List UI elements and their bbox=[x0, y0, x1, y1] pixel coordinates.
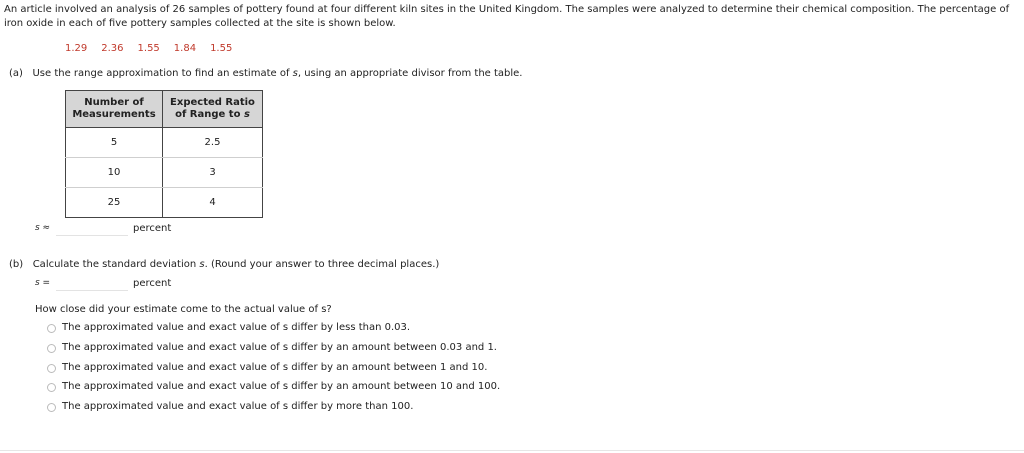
table-header-ratio: Expected Ratio of Range to s bbox=[163, 91, 263, 128]
option-radio[interactable] bbox=[47, 344, 56, 353]
table-cell-ratio: 3 bbox=[163, 158, 263, 188]
comparison-question: How close did your estimate come to the actual value of s? bbox=[35, 304, 332, 315]
data-values bbox=[65, 43, 246, 54]
table-cell-ratio: 2.5 bbox=[163, 128, 263, 158]
part-a-text-before: Use the range approximation to find an estimate of bbox=[32, 68, 293, 79]
table-cell-n: 5 bbox=[66, 128, 163, 158]
part-a-question bbox=[9, 68, 523, 79]
option-label: The approximated value and exact value of s differ by less than 0.03. bbox=[62, 322, 411, 333]
data-value: 1.55 bbox=[210, 43, 233, 54]
part-a-symbol: s bbox=[292, 68, 298, 79]
option-label: The approximated value and exact value of s differ by an amount between 10 and 100. bbox=[62, 381, 501, 392]
part-b-unit: percent bbox=[133, 278, 172, 289]
part-a-label: (a) bbox=[9, 68, 23, 79]
table-row bbox=[66, 128, 263, 158]
part-b-label: (b) bbox=[9, 259, 24, 270]
data-value: 1.29 bbox=[65, 43, 88, 54]
part-b-question bbox=[9, 259, 439, 270]
part-b-symbol: s bbox=[199, 259, 205, 270]
part-b-answer-symbol: s = bbox=[35, 278, 51, 288]
part-a-unit: percent bbox=[133, 223, 172, 234]
option-label: The approximated value and exact value of s differ by an amount between 0.03 and 1. bbox=[62, 342, 497, 353]
part-b-answer-input[interactable] bbox=[56, 276, 128, 291]
range-ratio-table bbox=[65, 90, 263, 218]
part-b-text-before: Calculate the standard deviation bbox=[32, 259, 200, 270]
bottom-divider bbox=[0, 450, 1024, 451]
data-value: 1.55 bbox=[137, 43, 160, 54]
data-value: 1.84 bbox=[173, 43, 197, 54]
table-header-measurements: Number of Measurements bbox=[66, 91, 163, 128]
part-a-answer-symbol: s ≈ bbox=[35, 223, 51, 233]
option-label: The approximated value and exact value of s differ by more than 100. bbox=[62, 401, 414, 412]
option-radio[interactable] bbox=[47, 383, 56, 392]
data-value: 2.36 bbox=[101, 43, 124, 54]
table-row bbox=[66, 158, 263, 188]
table-row bbox=[66, 188, 263, 218]
option-radio[interactable] bbox=[47, 364, 56, 373]
part-a-text-after: , using an appropriate divisor from the table. bbox=[297, 68, 523, 79]
table-cell-n: 25 bbox=[66, 188, 163, 218]
option-radio[interactable] bbox=[47, 324, 56, 333]
table-header-row bbox=[66, 91, 263, 128]
option-radio[interactable] bbox=[47, 403, 56, 412]
table-cell-n: 10 bbox=[66, 158, 163, 188]
part-a-answer-input[interactable] bbox=[56, 221, 128, 236]
part-b-text-after: . (Round your answer to three decimal places.) bbox=[204, 259, 440, 270]
problem-intro: An article involved an analysis of 26 samples of pottery found at four different kiln sites in the United Kingdom. The samples were analyzed to determine their chemical composition. The percentage of iron oxide in each of five pottery samples collected at the site is shown below. bbox=[4, 4, 1010, 29]
table-cell-ratio: 4 bbox=[163, 188, 263, 218]
option-label: The approximated value and exact value of s differ by an amount between 1 and 10. bbox=[62, 362, 488, 373]
